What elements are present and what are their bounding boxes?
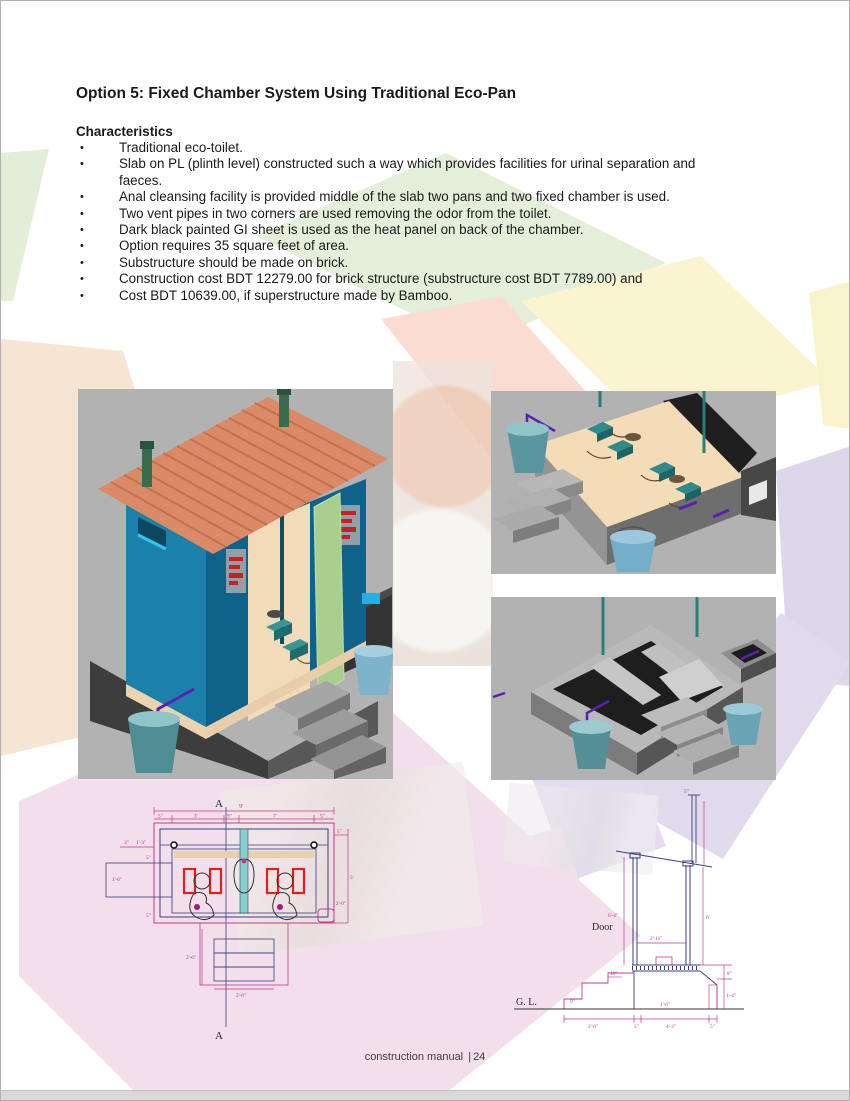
base-section (634, 971, 717, 1009)
squat-pan (190, 893, 214, 920)
dim-label: 5" (146, 855, 151, 861)
collection-bucket (505, 422, 549, 473)
dim-label: 5' (350, 875, 354, 881)
substructure-illustration (491, 597, 776, 780)
dim-label: 2'-6" (588, 1024, 598, 1030)
bullet-icon: • (80, 289, 84, 302)
slab-eco-pans-illustration (491, 391, 776, 574)
section-label-a-bottom: A (215, 1030, 223, 1041)
footer-page-number: 24 (473, 1051, 486, 1063)
outlet-chamber (741, 457, 776, 521)
outlet-chamber (721, 639, 776, 683)
list-item (76, 238, 724, 254)
poster-sign (226, 549, 246, 593)
dim-label: 5" (158, 813, 163, 820)
dim-label: 2'-11" (650, 936, 663, 942)
bullet-icon: • (80, 224, 84, 237)
dim-label: 1'-4" (726, 993, 736, 999)
list-item-text: Traditional eco-toilet. (119, 140, 243, 155)
dim-label: 1'-6" (660, 1002, 670, 1008)
dim-label: 10" (610, 971, 618, 977)
vent-pipe-symbol (171, 842, 177, 848)
list-item-text: Substructure should be made on brick. (119, 254, 349, 270)
drawing-section-view (504, 787, 756, 1050)
divider-wall (240, 829, 248, 913)
list-item-text: Anal cleansing facility is provided middle of the slab two pans and two fixed chamber is used. (119, 189, 670, 205)
list-item-text: Slab on PL (plinth level) constructed such a way which provides facilities for urinal separation and faeces. (119, 156, 696, 188)
figure-substructure (491, 597, 776, 780)
characteristics-list (76, 140, 724, 304)
eco-toilet-exterior-illustration (78, 389, 393, 779)
door-posts (630, 853, 693, 965)
list-item (76, 271, 724, 287)
list-item (76, 206, 724, 222)
wall-tap-box (362, 593, 380, 604)
dim-label: 5" (634, 1024, 639, 1030)
footer-bar (1, 1090, 849, 1101)
squat-pan (273, 893, 297, 920)
figure-slab-eco-pans (491, 391, 776, 574)
dim-label: 5" (320, 813, 325, 820)
steps-plan (214, 939, 274, 981)
collection-bucket (610, 527, 656, 572)
vent-pipe (140, 441, 154, 487)
footer-label: construction manual (364, 1051, 464, 1063)
characteristics-heading: Characteristics (76, 124, 173, 139)
footer-divider: | (468, 1051, 472, 1063)
page-title: Option 5: Fixed Chamber System Using Traditional Eco-Pan (76, 85, 517, 102)
dim-label: 3' (194, 813, 198, 820)
collection-bucket (569, 720, 613, 769)
dim-label: 1'-6" (112, 877, 122, 883)
list-item-text: Construction cost BDT 12279.00 for brick structure (substructure cost BDT 7789.00) and (119, 271, 643, 287)
bullet-icon: • (80, 191, 84, 204)
door-label: Door (592, 922, 613, 933)
list-item-text: Dark black painted GI sheet is used as the heat panel on back of the chamber. (119, 222, 584, 238)
dim-label: 2'-6" (236, 993, 246, 999)
dim-label: 5" (146, 913, 151, 919)
dim-label: 2'-0" (336, 901, 346, 907)
vent-pipe-symbol (311, 842, 317, 848)
vent-pipe (277, 389, 291, 427)
page-footer (1, 1051, 849, 1063)
bullet-icon: • (80, 273, 84, 286)
list-item-text: Cost BDT 10639.00, if superstructure made by Bamboo. (119, 287, 453, 303)
bullet-icon: • (80, 158, 84, 171)
faded-photo-roll (393, 361, 493, 666)
fixture-symbol (318, 909, 334, 922)
collection-bucket (354, 645, 393, 695)
list-item (76, 156, 724, 189)
dim-label: 9" (227, 813, 232, 820)
drawing-plan-view (96, 789, 356, 1046)
dim-label: 5" (337, 829, 342, 835)
list-item-text: Two vent pipes in two corners are used removing the odor from the toilet. (119, 205, 552, 221)
vent-pipe-section (688, 795, 700, 863)
dim-label: 3" (124, 840, 129, 846)
dim-label: 7' (273, 813, 277, 820)
dim-label: 5" (684, 789, 689, 795)
bullet-icon: • (80, 207, 84, 220)
list-item (76, 288, 724, 304)
bullet-icon: • (80, 240, 84, 253)
urine-pipe (493, 693, 505, 697)
dim-label: 5" (710, 1024, 715, 1030)
sill-symbol (656, 957, 672, 965)
section-label-a-top: A (215, 798, 223, 810)
dim-label: 6' (706, 915, 710, 921)
list-item (76, 140, 724, 156)
bullet-icon: • (80, 256, 84, 269)
collection-bucket (723, 703, 763, 745)
dim-label: 9' (239, 804, 244, 810)
figure-eco-toilet-exterior (78, 389, 393, 779)
collection-bucket (128, 711, 180, 773)
list-item (76, 255, 724, 271)
list-item (76, 222, 724, 238)
dim-label: 8" (727, 971, 732, 977)
dim-label: 2'-6" (186, 955, 196, 961)
dim-label: 4'-2" (666, 1024, 676, 1030)
ground-label: G. L. (516, 997, 537, 1008)
dim-label: 6'-4" (608, 913, 618, 919)
slab-section (632, 965, 700, 971)
dim-label: 1'-3" (136, 840, 146, 846)
list-item-text: Option requires 35 square feet of area. (119, 238, 350, 254)
list-item (76, 189, 724, 205)
bullet-icon: • (80, 142, 84, 154)
entry-steps (493, 469, 583, 543)
dim-label: 9" (570, 999, 575, 1005)
